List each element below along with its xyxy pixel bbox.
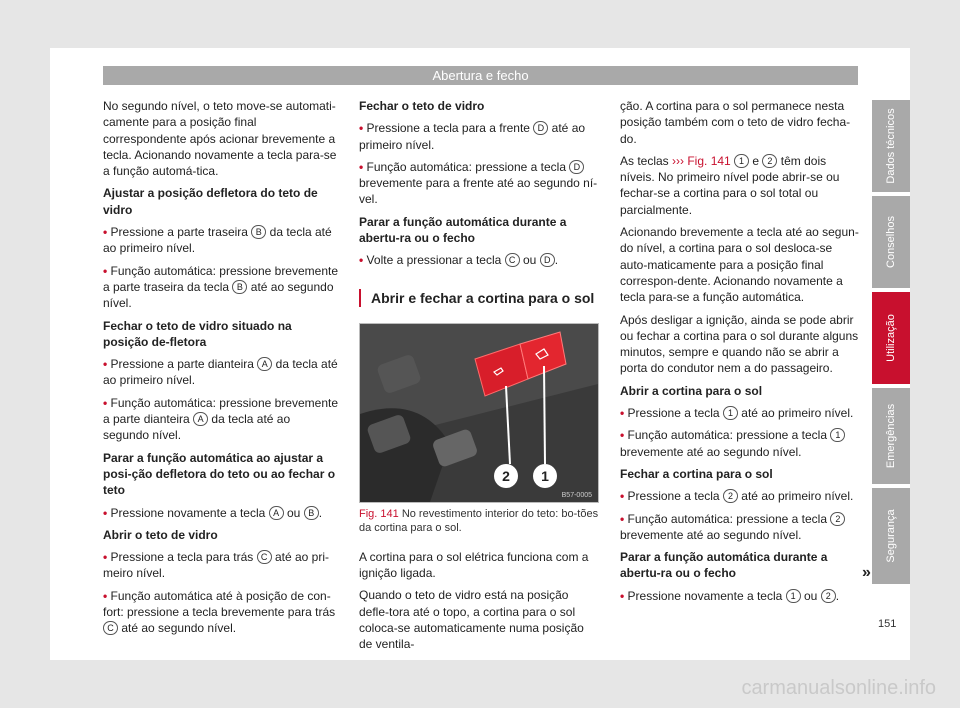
sunblind-buttons-illustration xyxy=(360,324,598,502)
text: Pressione a tecla para a frente xyxy=(366,121,530,136)
chapter-tab-label: Emergências xyxy=(885,403,897,469)
subheading: Fechar o teto de vidro xyxy=(359,99,485,113)
paragraph: ção. A cortina para o sol permanece nesta posição também com o teto de vidro fecha-do. xyxy=(620,99,851,146)
key-label: D xyxy=(533,121,548,135)
figure-caption xyxy=(359,507,599,535)
text: ou xyxy=(287,505,301,520)
subheading: Parar a função automática durante a abertu-ra ou o fecho xyxy=(620,550,828,581)
subheading: Parar a função automática durante a abertu-ra ou o fecho xyxy=(359,214,567,246)
text: Volte a pressionar a tecla xyxy=(366,253,502,268)
key-label: 1 xyxy=(723,406,738,420)
key-label: C xyxy=(257,550,272,564)
bullet-item xyxy=(103,549,339,582)
text: até ao primeiro nível. xyxy=(359,121,586,152)
bullet-dot: • xyxy=(620,489,628,504)
bullet-dot: • xyxy=(103,357,111,372)
key-label: B xyxy=(232,280,247,294)
text: . xyxy=(835,588,840,603)
bullet-item xyxy=(620,427,860,460)
chapter-tab[interactable] xyxy=(872,292,910,384)
column-2 xyxy=(359,98,599,658)
column-1 xyxy=(103,98,339,643)
text: brevemente até ao segundo nível. xyxy=(620,444,802,459)
page-number: 151 xyxy=(878,618,897,630)
bullet-dot: • xyxy=(103,505,111,520)
chapter-tab-label: Conselhos xyxy=(885,216,897,268)
bullet-dot: • xyxy=(620,428,628,443)
watermark: carmanualsonline.info xyxy=(741,677,936,699)
chapter-tab[interactable] xyxy=(872,100,910,192)
chapter-tab-label: Segurança xyxy=(885,509,897,563)
figure-caption-text: No revestimento interior do teto: bo-tões da cortina para o sol. xyxy=(359,507,599,534)
bullet-item xyxy=(103,395,339,444)
text: até ao primeiro nível. xyxy=(741,406,854,421)
bullet-item xyxy=(103,588,339,637)
text: Pressione a tecla xyxy=(627,406,720,421)
key-label: 2 xyxy=(830,512,845,526)
text: até ao segundo nível. xyxy=(103,279,334,311)
bullet-dot: • xyxy=(620,511,628,526)
text: . xyxy=(554,253,559,268)
text: até ao segundo nível. xyxy=(121,621,237,636)
callout-2: 2 xyxy=(502,467,510,484)
continue-mark: » xyxy=(862,564,871,581)
subheading: Fechar o teto de vidro situado na posição de-fletora xyxy=(103,318,292,349)
subheading: Parar a função automática ao ajustar a posi-ção defletora do teto ou ao fechar o teto xyxy=(103,450,336,498)
subheading: Abrir o teto de vidro xyxy=(103,527,218,542)
chapter-tab-label: Utilização xyxy=(885,314,897,362)
bullet-item xyxy=(620,511,860,544)
text: Pressione novamente a tecla xyxy=(110,505,266,520)
bullet-item xyxy=(103,505,339,521)
subheading: Ajustar a posição defletora do teto de vidro xyxy=(103,186,318,217)
column-2-bottom xyxy=(359,549,599,653)
key-label: 2 xyxy=(762,154,777,168)
text: têm dois níveis. No primeiro nível pode abrir-se ou fechar-se a cortina para o sol total ou parcialmente. xyxy=(620,153,840,217)
text: . xyxy=(318,505,323,520)
paragraph: Quando o teto de vidro está na posição defle-tora até o topo, a cortina para o sol coloca-se automaticamente numa posição de ventila- xyxy=(359,588,584,652)
page-header: Abertura e fecho xyxy=(103,66,858,85)
figure-reference: ››› Fig. 141 xyxy=(672,153,731,168)
paragraph: Acionando brevemente a tecla até ao segun-do nível, a cortina para o sol desloca-se auto-maticamente para a posição final correspon-dente. Acionando novamente a tecla para-se a função automática. xyxy=(620,225,859,305)
text: Pressione novamente a tecla xyxy=(627,588,783,603)
chapter-tab[interactable] xyxy=(872,388,910,484)
text: até ao primeiro nível. xyxy=(741,489,854,504)
bullet-dot: • xyxy=(103,225,111,240)
subheading: Abrir a cortina para o sol xyxy=(620,383,763,398)
bullet-dot: • xyxy=(620,588,628,603)
figure-code: B57-0005 xyxy=(561,491,592,499)
text: ou xyxy=(804,588,818,603)
bullet-item xyxy=(620,488,860,504)
key-label: C xyxy=(103,621,118,635)
text: da tecla até ao primeiro nível. xyxy=(103,357,338,388)
key-label: C xyxy=(505,253,520,267)
bullet-item xyxy=(359,120,599,153)
key-label: A xyxy=(269,506,284,520)
paragraph: Após desligar a ignição, ainda se pode abrir ou fechar a cortina para o sol durante alguns minutos, sempre e quando não se abrir a porta do condutor nem a do passageiro. xyxy=(620,312,859,376)
bullet-dot: • xyxy=(359,121,367,136)
text: até ao pri-meiro nível. xyxy=(103,550,330,581)
key-label: 1 xyxy=(786,589,801,603)
bullet-item xyxy=(620,153,860,218)
text: e xyxy=(752,153,760,168)
key-label: 1 xyxy=(830,428,845,442)
text: Função automática: pressione brevemente a parte traseira da tecla xyxy=(103,263,339,294)
text: Função automática: pressione a tecla xyxy=(366,159,566,174)
text: Função automática: pressione a tecla xyxy=(627,511,827,526)
text: brevemente para a frente até ao segundo ní-vel. xyxy=(359,176,598,207)
bullet-dot: • xyxy=(359,253,367,268)
figure-label: Fig. 141 xyxy=(359,507,399,520)
column-3 xyxy=(620,98,860,610)
key-label: A xyxy=(257,357,272,371)
bullet-dot: • xyxy=(103,550,111,565)
bullet-item xyxy=(359,252,599,268)
text: da tecla até ao segundo nível. xyxy=(103,412,291,443)
text: Pressione a parte traseira xyxy=(110,225,248,240)
bullet-item xyxy=(103,224,339,257)
bullet-dot: • xyxy=(620,406,628,421)
figure-141 xyxy=(359,323,599,503)
bullet-item xyxy=(359,159,599,208)
key-label: B xyxy=(304,506,319,520)
text: ou xyxy=(522,253,537,268)
text: brevemente até ao segundo nível. xyxy=(620,527,802,542)
key-label: B xyxy=(251,225,266,239)
chapter-tab-label: Dados técnicos xyxy=(885,108,897,184)
bullet-item xyxy=(620,405,860,421)
bullet-item xyxy=(620,588,860,604)
chapter-tab[interactable] xyxy=(872,488,910,584)
chapter-tab[interactable] xyxy=(872,196,910,288)
bullet-dot: • xyxy=(103,395,111,410)
bullet-dot: • xyxy=(103,263,111,278)
text: Função automática: pressione brevemente a parte dianteira xyxy=(103,395,339,427)
callout-1: 1 xyxy=(541,467,549,484)
text: As teclas xyxy=(620,153,669,168)
paragraph: A cortina para o sol elétrica funciona com a ignição ligada. xyxy=(359,549,589,580)
subheading: Fechar a cortina para o sol xyxy=(620,466,773,481)
text: Pressione a parte dianteira xyxy=(110,357,254,372)
text: da tecla até ao primeiro nível. xyxy=(103,225,332,256)
section-title: Abrir e fechar a cortina para o sol xyxy=(359,289,599,307)
bullet-item xyxy=(103,356,339,389)
key-label: 1 xyxy=(734,154,749,168)
paragraph: No segundo nível, o teto move-se automati-camente para a posição final correspondente após acionar brevemente a tecla. Acionando novamente a tecla para-se a função automá-tica. xyxy=(103,99,337,179)
key-label: D xyxy=(540,253,555,267)
key-label: A xyxy=(193,412,208,426)
text: Função automática: pressione a tecla xyxy=(627,428,827,443)
key-label: 2 xyxy=(821,589,836,603)
bullet-dot: • xyxy=(103,588,111,603)
text: Função automática até à posição de con-fort: pressione a tecla brevemente para trás xyxy=(103,588,336,620)
key-label: 2 xyxy=(723,489,738,503)
bullet-item xyxy=(103,263,339,312)
key-label: D xyxy=(569,160,584,174)
text: Pressione a tecla para trás xyxy=(110,550,254,565)
text: Pressione a tecla xyxy=(627,489,720,504)
column-2-top xyxy=(359,98,599,269)
bullet-dot: • xyxy=(359,159,367,174)
